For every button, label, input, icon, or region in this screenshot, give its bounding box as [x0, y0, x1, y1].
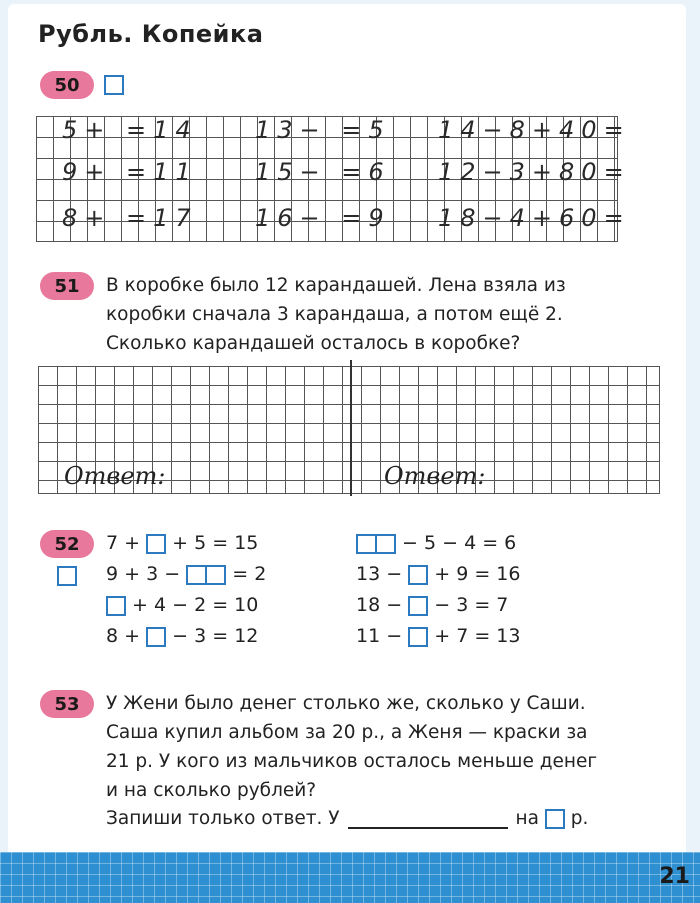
exercise-52-badge: 52 [40, 530, 94, 558]
ex51-line-1: В коробке было 12 карандашей. Лена взяла из [106, 275, 566, 296]
answer-box[interactable] [146, 627, 166, 647]
answer-box[interactable] [545, 809, 565, 829]
answer-box[interactable] [106, 596, 126, 616]
exercise-50-badge: 50 [40, 71, 94, 99]
answer-box[interactable] [408, 596, 428, 616]
ex51-line-3: Сколько карандашей осталось в коробке? [106, 333, 521, 354]
ex51-line-2: коробки сначала 3 карандаша, а потом ещё 2. [106, 304, 563, 325]
ex50-r2-c1: 9+ =11 [62, 158, 198, 186]
answer-label-right: Ответ: [384, 462, 486, 490]
checkbox-square-icon[interactable] [57, 566, 77, 586]
ex50-r3-c1: 8+ =17 [62, 204, 198, 232]
page-title: Рубль. Копейка [38, 20, 264, 48]
grid-divider [350, 360, 352, 496]
ex52-left-eq-3: + 4 − 2 = 10 [106, 594, 258, 616]
ex50-r3-c2: 16− =9 [255, 204, 391, 232]
answer-label-left: Ответ: [64, 462, 166, 490]
answer-blank[interactable] [348, 827, 508, 829]
ex52-right-eq-1: − 5 − 4 = 6 [356, 532, 516, 554]
ex53-line-3: 21 р. У кого из мальчиков осталось меньше денег [106, 751, 598, 772]
ex52-right-eq-3: 18 − − 3 = 7 [356, 594, 509, 616]
checkbox-square-icon[interactable] [104, 75, 124, 95]
answer-box-double[interactable] [186, 565, 226, 585]
answer-box[interactable] [408, 627, 428, 647]
ex50-r2-c3: 12−3+80= [438, 158, 631, 186]
ex53-line-1: У Жени было денег столько же, сколько у Саши. [106, 693, 586, 714]
ex52-left-eq-1: 7 + + 5 = 15 [106, 532, 259, 554]
ex52-right-eq-4: 11 − + 7 = 13 [356, 625, 521, 647]
ex52-left-eq-2: 9 + 3 − = 2 [106, 563, 267, 585]
ex50-r2-c2: 15− =6 [255, 158, 391, 186]
ex50-r1-c2: 13− =5 [255, 116, 391, 144]
exercise-53-badge: 53 [40, 690, 94, 718]
ex50-r1-c3: 14−8+40= [438, 116, 631, 144]
page-number: 21 [659, 864, 690, 889]
answer-box[interactable] [408, 565, 428, 585]
ex52-right-eq-2: 13 − + 9 = 16 [356, 563, 521, 585]
exercise-51-badge: 51 [40, 272, 94, 300]
answer-box[interactable] [146, 534, 166, 554]
ex52-left-eq-4: 8 + − 3 = 12 [106, 625, 259, 647]
decorative-blue-grid [0, 852, 700, 903]
ex50-r3-c3: 18−4+60= [438, 204, 631, 232]
ex50-r1-c1: 5+ =14 [62, 116, 198, 144]
ex53-line-2: Саша купил альбом за 20 р., а Женя — краски за [106, 722, 588, 743]
ex53-line-4: и на сколько рублей? [106, 780, 317, 801]
answer-box-double[interactable] [356, 534, 396, 554]
ex53-answer-line: Запиши только ответ. У на р. [106, 808, 589, 829]
